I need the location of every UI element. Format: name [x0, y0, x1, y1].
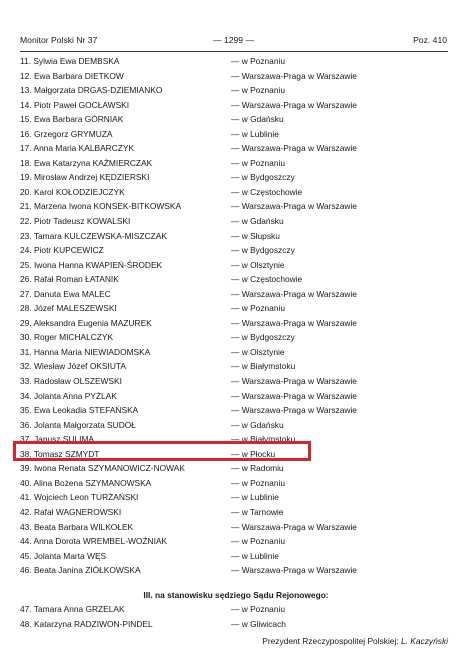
list-item	[20, 141, 450, 156]
court-location: — w Poznaniu	[231, 56, 285, 66]
court-location: — w Płocku	[231, 448, 276, 459]
court-location: — w Poznaniu	[231, 157, 285, 168]
list-item	[20, 199, 450, 214]
court-location: — w Poznaniu	[231, 303, 285, 314]
list-item	[20, 549, 450, 564]
list-item	[20, 374, 450, 389]
publication-title: Monitor Polski Nr 37	[20, 35, 98, 45]
judge-name: 48. Katarzyna RADZIWON-PINDEL	[20, 618, 153, 629]
list-item	[20, 69, 450, 84]
court-location: — w Białymstoku	[231, 434, 296, 445]
judge-name: 18. Ewa Katarzyna KAŹMIERCZAK	[20, 157, 153, 168]
list-item	[20, 520, 450, 535]
court-location: — Warszawa-Praga w Warszawie	[231, 143, 357, 154]
list-item	[20, 185, 450, 200]
court-location: — w Tarnowie	[231, 506, 284, 517]
list-item	[20, 214, 450, 229]
judge-name: 28. Józef MALESZEWSKI	[20, 303, 117, 314]
signature-line	[262, 636, 448, 646]
court-location: — Warszawa-Praga w Warszawie	[231, 376, 357, 387]
judge-name: 34. Jolanta Anna PYŻLAK	[20, 390, 117, 401]
list-item	[20, 345, 450, 360]
judge-name: 32. Wiesław Józef OKSIUTA	[20, 361, 126, 372]
judge-name: 35. Ewa Leokadia STEFAŃSKA	[20, 405, 139, 416]
judge-name: 13. Małgorzata DRGAS-DZIEMIANKO	[20, 85, 163, 96]
list-item	[20, 403, 450, 418]
judge-name: 38. Tomasz SZMYDT	[20, 448, 100, 459]
list-item	[20, 258, 450, 273]
list-item	[20, 563, 450, 578]
judge-name: 37. Janusz SULIMA	[20, 434, 95, 445]
list-item	[20, 287, 450, 302]
list-item	[20, 432, 450, 447]
section-heading: III. na stanowisku sędziego Sądu Rejonowego:	[143, 590, 329, 600]
judge-name: 45. Jolanta Marta WĘS	[20, 550, 107, 561]
list-item	[20, 330, 450, 345]
header-rule	[20, 51, 448, 52]
judge-name: 44. Anna Dorota WREMBEL-WOŹNIAK	[20, 536, 168, 547]
judge-name: 22. Piotr Tadeusz KOWALSKI	[20, 216, 131, 227]
list-item	[20, 359, 450, 374]
court-location: — w Bydgoszczy	[231, 245, 295, 256]
court-location: — w Poznaniu	[231, 536, 285, 547]
judge-name: 43. Beata Barbara WILKOŁEK	[20, 521, 134, 532]
court-location: — Warszawa-Praga w Warszawie	[231, 70, 357, 81]
judge-name: 31. Hanna Maria NIEWIADOMSKA	[20, 346, 151, 357]
judge-name: 17. Anna Maria KALBARCZYK	[20, 143, 135, 154]
judge-name: 21. Marzena Iwona KONSEK-BITKOWSKA	[20, 201, 182, 212]
court-location: — w Lublinie	[231, 128, 279, 139]
court-location: — w Częstochowie	[231, 186, 303, 197]
judge-name: 30. Roger MICHALCZYK	[20, 332, 114, 343]
page-number: — 1299 —	[212, 35, 255, 45]
list-item	[20, 54, 450, 69]
list-item	[20, 229, 450, 244]
judge-name: 36. Jolanta Małgorzata SUDOŁ	[20, 419, 136, 430]
judge-name: 27. Danuta Ewa MALEC	[20, 288, 111, 299]
list-item	[20, 505, 450, 520]
court-location: — w Lublinie	[231, 492, 279, 503]
list-item	[20, 301, 450, 316]
judge-name: 19. Mirosław Andrzej KĘDZIERSKI	[20, 172, 150, 183]
item-number: Poz. 410	[413, 35, 447, 45]
list-item	[20, 98, 450, 113]
court-location: — Warszawa-Praga w Warszawie	[231, 317, 357, 328]
court-location: — w Białymstoku	[231, 361, 296, 372]
signature-name: L. Kaczyński	[400, 636, 448, 646]
judge-name: 40. Alina Bożena SZYMANOWSKA	[20, 477, 152, 488]
court-location: — Warszawa-Praga w Warszawie	[231, 521, 357, 532]
court-location: — Warszawa-Praga w Warszawie	[231, 390, 357, 401]
judge-name: 25. Iwona Hanna KWAPIEŃ-ŚRODEK	[20, 259, 163, 270]
judge-name: 47. Tamara Anna GRZELAK	[20, 604, 125, 614]
judge-name: 11. Sylwia Ewa DEMBSKA	[20, 56, 120, 66]
judge-name: 14. Piotr Paweł GOCŁAWSKI	[20, 99, 130, 110]
list-item	[20, 534, 450, 549]
court-location: — w Gdańsku	[231, 114, 284, 125]
judge-name: 26. Rafał Roman ŁATANIK	[20, 274, 119, 285]
list-item	[20, 170, 450, 185]
list-item	[20, 389, 450, 404]
court-location: — w Gdańsku	[231, 216, 284, 227]
judge-name: 20. Karol KOŁODZIEJCZYK	[20, 186, 125, 197]
judge-name: 12. Ewa Barbara DIETKOW	[20, 70, 124, 81]
list-item	[20, 490, 450, 505]
list-item	[20, 617, 450, 632]
judge-list-rejonowy	[20, 602, 450, 631]
judge-name: 42. Rafał WAGNEROWSKI	[20, 506, 122, 517]
list-item	[20, 602, 450, 617]
list-item	[20, 127, 450, 142]
list-item	[20, 461, 450, 476]
judge-name: 24. Piotr KUPCEWICZ	[20, 245, 104, 256]
court-location: — w Olsztynie	[231, 259, 285, 270]
list-item	[20, 83, 450, 98]
judge-list	[20, 54, 450, 578]
judge-name: 39. Iwona Renata SZYMANOWICZ-NOWAK	[20, 463, 185, 474]
list-item	[20, 316, 450, 331]
judge-name: 33. Radosław OLSZEWSKI	[20, 376, 122, 387]
list-item	[20, 112, 450, 127]
judge-name: 15. Ewa Barbara GÓRNIAK	[20, 114, 124, 125]
court-location: — w Lublinie	[231, 550, 279, 561]
court-location: — w Bydgoszczy	[231, 332, 295, 343]
court-location: — Warszawa-Praga w Warszawie	[231, 201, 357, 212]
signature-prefix: Prezydent Rzeczypospolitej Polskiej:	[262, 636, 399, 646]
court-location: — w Poznaniu	[231, 85, 285, 96]
court-location: — w Poznaniu	[231, 604, 285, 614]
court-location: — Warszawa-Praga w Warszawie	[231, 405, 357, 416]
court-location: — Warszawa-Praga w Warszawie	[231, 99, 357, 110]
court-location: — w Olsztynie	[231, 346, 285, 357]
court-location: — w Gliwicach	[231, 618, 286, 629]
page-header	[20, 35, 447, 49]
court-location: — w Poznaniu	[231, 477, 285, 488]
judge-name: 41. Wojciech Leon TURŻAŃSKI	[20, 492, 139, 503]
judge-name: 46. Beata Janina ZIÓŁKOWSKA	[20, 565, 141, 576]
list-item	[20, 243, 450, 258]
judge-name: 16. Grzegorz GRYMUZA	[20, 128, 113, 139]
list-item	[20, 272, 450, 287]
list-item	[20, 447, 450, 462]
court-location: — w Słupsku	[231, 230, 280, 241]
list-item	[20, 418, 450, 433]
judge-name: 23. Tamara KULCZEWSKA-MISZCZAK	[20, 230, 167, 241]
list-item	[20, 476, 450, 491]
judge-name: 29. Aleksandra Eugenia MAZUREK	[20, 317, 152, 328]
court-location: — Warszawa-Praga w Warszawie	[231, 565, 357, 576]
court-location: — w Częstochowie	[231, 274, 303, 285]
court-location: — w Bydgoszczy	[231, 172, 295, 183]
list-item	[20, 156, 450, 171]
court-location: — w Gdańsku	[231, 419, 284, 430]
court-location: — Warszawa-Praga w Warszawie	[231, 288, 357, 299]
court-location: — w Radomiu	[231, 463, 284, 474]
